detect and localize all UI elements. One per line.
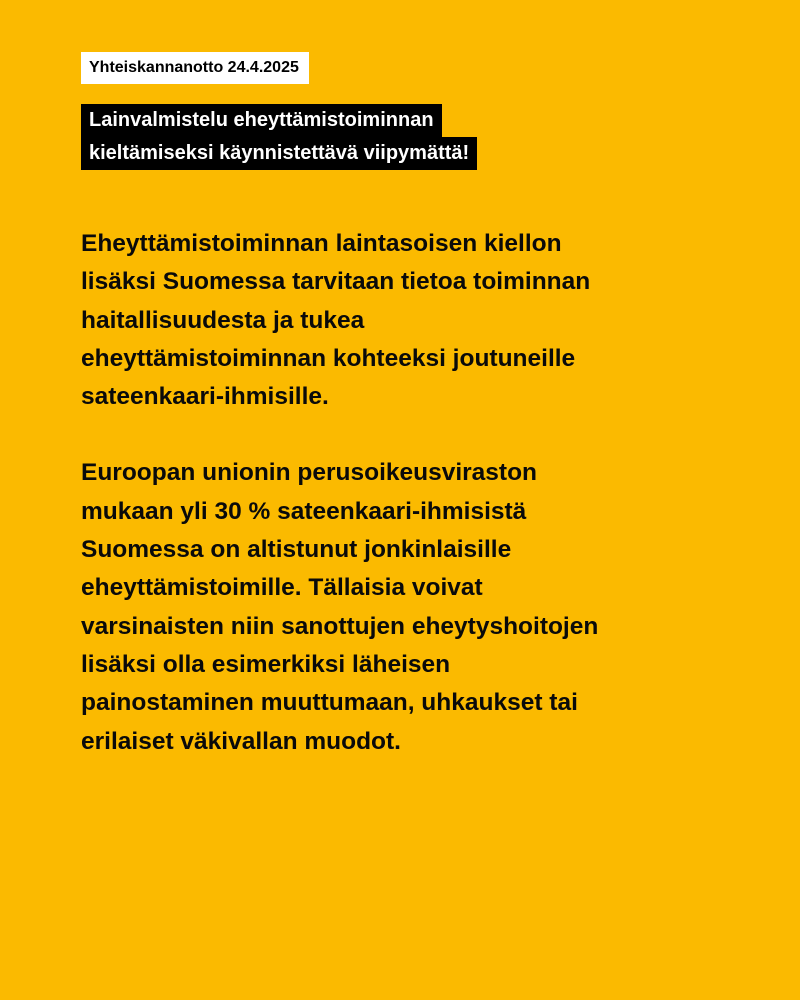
paragraph-line: haitallisuudesta ja tukea <box>81 306 365 334</box>
paragraph-line: painostaminen muuttumaan, uhkaukset tai <box>81 689 578 717</box>
paragraph-line: sateenkaari-ihmisille. <box>81 383 329 411</box>
paragraph-line: Euroopan unionin perusoikeusviraston <box>81 459 538 487</box>
paragraph-line: lisäksi Suomessa tarvitaan tietoa toiminnan <box>81 268 591 296</box>
date-label: Yhteiskannanotto 24.4.2025 <box>81 52 309 84</box>
headline <box>81 104 477 170</box>
paragraph-line: mukaan yli 30 % sateenkaari-ihmisistä <box>81 497 527 525</box>
body-text <box>81 225 731 761</box>
paragraph-2 <box>81 454 731 760</box>
paragraph-line: lisäksi olla esimerkiksi läheisen <box>81 650 451 678</box>
headline-line-1: Lainvalmistelu eheyttämistoiminnan <box>81 104 442 137</box>
paragraph-line: Eheyttämistoiminnan laintasoisen kiellon <box>81 230 562 257</box>
paragraph-line: erilaiset väkivallan muodot. <box>81 727 401 755</box>
paragraph-line: Suomessa on altistunut jonkinlaisille <box>81 536 512 564</box>
paragraph-line: eheyttämistoimille. Tällaisia voivat <box>81 574 483 602</box>
paragraph-line: eheyttämistoiminnan kohteeksi joutuneille <box>81 344 576 372</box>
paragraph-1 <box>81 225 731 416</box>
paragraph-line: varsinaisten niin sanottujen eheytyshoitojen <box>81 612 599 640</box>
headline-line-2: kieltämiseksi käynnistettävä viipymättä! <box>81 137 477 170</box>
